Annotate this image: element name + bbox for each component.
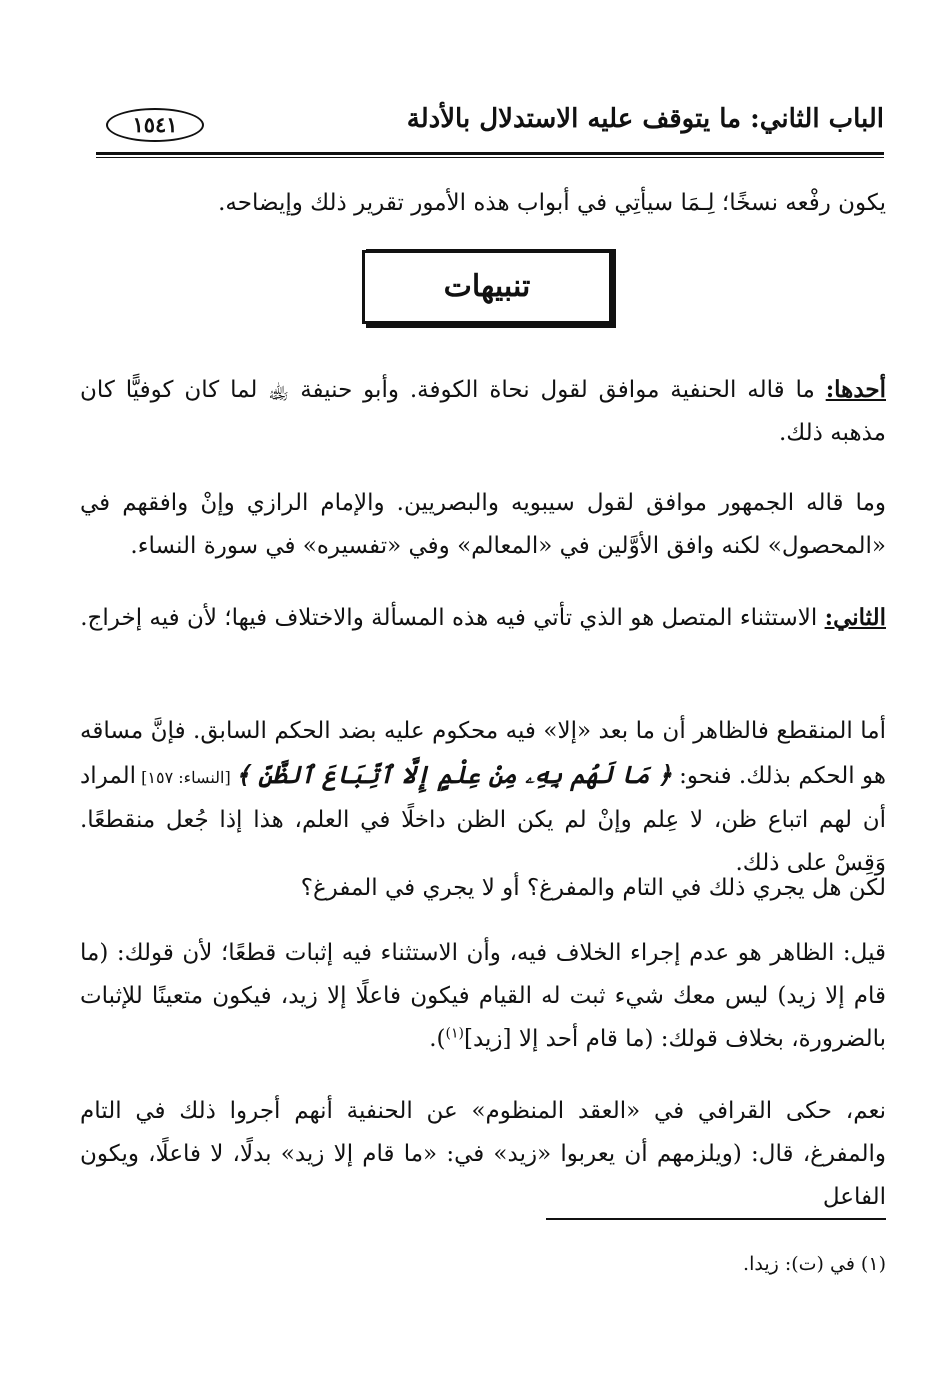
paragraph-second-note: [80, 596, 886, 640]
paragraph-text: ما قاله الحنفية موافق لقول نحاة الكوفة. وأبو حنيفة ﵀ لما كان كوفيًّا كان مذهبه ذلك.: [80, 377, 886, 446]
verse-citation: [النساء: ١٥٧]: [136, 768, 236, 787]
chapter-title: الباب الثاني: ما يتوقف عليه الاستدلال بالأدلة: [406, 104, 884, 134]
intro-paragraph: يكون رفْعه نسخًا؛ لِـمَا سيأتِي في أبواب هذه الأمور تقرير ذلك وإيضاحه.: [218, 190, 886, 216]
paragraph-text: المراد أن لهم اتباع ظن، لا عِلم وإنْ لم يكن الظن داخلًا في العلم، هذا إذا جُعل منقطعًا. وَقِسْ على ذلك.: [80, 763, 886, 876]
footnote-marker[interactable]: (١): [445, 1025, 464, 1042]
paragraph-question: لكن هل يجري ذلك في التام والمفرغ؟ أو لا يجري في المفرغ؟: [300, 875, 886, 901]
header-rule: [96, 152, 884, 158]
paragraph-text: قيل: الظاهر هو عدم إجراء الخلاف فيه، وأن الاستثناء فيه إثبات قطعًا؛ لأن قولك: (ما قام إلا زيد) ليس معك شيء ثبت له القيام فيكون فاعلًا إلا زيد، فيكون متعينًا للإثبات بالضرورة، بخلاف قولك: (ما قام أحد إلا [زيد]: [80, 940, 886, 1052]
footnote: (١) في (ت): زيدا.: [743, 1253, 886, 1275]
footnote-separator: [546, 1218, 886, 1220]
section-title: تنبيهات: [443, 269, 531, 304]
paragraph-first-note: [80, 368, 886, 455]
paragraph-text: الاستثناء المتصل هو الذي تأتي فيه هذه المسألة والاختلاف فيها؛ لأن فيه إخراج.: [80, 605, 825, 631]
quran-verse: ﴿ مَا لَهُم بِهِۦ مِنْ عِلْمٍ إِلَّا ٱتِّبَاعَ ٱلظَّنِّ ﴾: [235, 760, 672, 789]
paragraph-text: ).: [429, 1026, 446, 1052]
paragraph-qila: [80, 932, 886, 1061]
note-lead-first: أحدها:: [825, 376, 886, 403]
section-title-box: [362, 250, 612, 324]
running-header: [96, 100, 884, 146]
note-lead-second: الثاني:: [824, 604, 886, 631]
paragraph-text: أما المنقطع فالظاهر أن ما بعد «إلا» فيه محكوم عليه بضد الحكم السابق. فإنَّ مساقه هو الحكم بذلك. فنحو:: [80, 718, 886, 789]
paragraph-qarafi: نعم، حكى القرافي في «العقد المنظوم» عن الحنفية أنهم أجروا ذلك في التام والمفرغ، قال: (ويلزمهم أن يعربوا «زيد» في: «ما قام إلا زيد» بدلًا، لا فاعلًا، ويكون الفاعل: [80, 1098, 886, 1210]
page-number: ١٥٤١: [106, 108, 204, 142]
paragraph-jumhur: وما قاله الجمهور موافق لقول سيبويه والبصريين. والإمام الرازي وإنْ وافقهم في «المحصول» لكنه وافق الأوَّلين في «المعالم» وفي «تفسيره» في سورة النساء.: [80, 490, 886, 559]
paragraph-munqati: [80, 710, 886, 885]
